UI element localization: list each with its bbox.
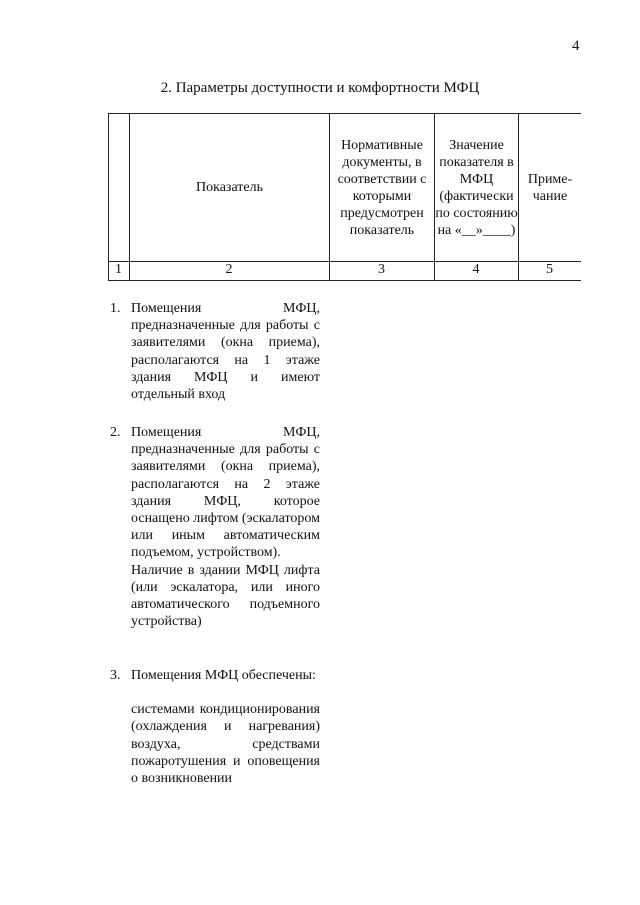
item-text: Помещения МФЦ обеспечены: — [131, 668, 316, 683]
item-text: Помещения МФЦ, предназначенные для работы с заявителями (окна приема), располагаются на 2 этаже здания МФЦ, которое оснащено лифтом (эскалатором или иным автоматическим подъемом, устройством). — [131, 425, 321, 561]
item-text: Помещения МФЦ, предназначенные для работы с заявителями (окна приема), располагаются на 1 этаже здания МФЦ и имеют отдельный вход — [131, 301, 320, 403]
header-normative-documents: Нормативные документы, в соответствии с которыми предусмотрен показатель — [337, 137, 427, 238]
table-column-divider — [518, 113, 519, 280]
item-text: Наличие в здании МФЦ лифта (или эскалатора, или иного автоматического подъемного устройства) — [131, 562, 320, 630]
header-note: Приме-чание — [527, 171, 573, 204]
item-number: 1. — [110, 301, 121, 316]
column-number: 2 — [225, 262, 233, 277]
header-indicator: Показатель — [196, 180, 263, 195]
header-indicator-value: Значение показателя в МФЦ (фактически по состоянию на «__»____) — [435, 137, 518, 238]
page-number: 4 — [572, 38, 580, 54]
column-number: 3 — [378, 262, 385, 277]
table-column-divider — [329, 113, 330, 280]
table-column-divider — [108, 113, 109, 280]
paragraph-spacer — [131, 684, 320, 701]
table-numbers-bottom-border — [108, 280, 581, 281]
column-number: 5 — [546, 262, 553, 277]
item-text: системами кондиционирования (охлаждения и нагревания) воздуха, средствами пожаротушения и оповещения о возникновении — [131, 702, 320, 787]
section-title: 2. Параметры доступности и комфортности МФЦ — [160, 80, 480, 96]
item-number: 2. — [110, 425, 121, 440]
item-number: 3. — [110, 668, 121, 683]
column-number: 1 — [115, 262, 122, 277]
column-number: 4 — [472, 262, 480, 277]
